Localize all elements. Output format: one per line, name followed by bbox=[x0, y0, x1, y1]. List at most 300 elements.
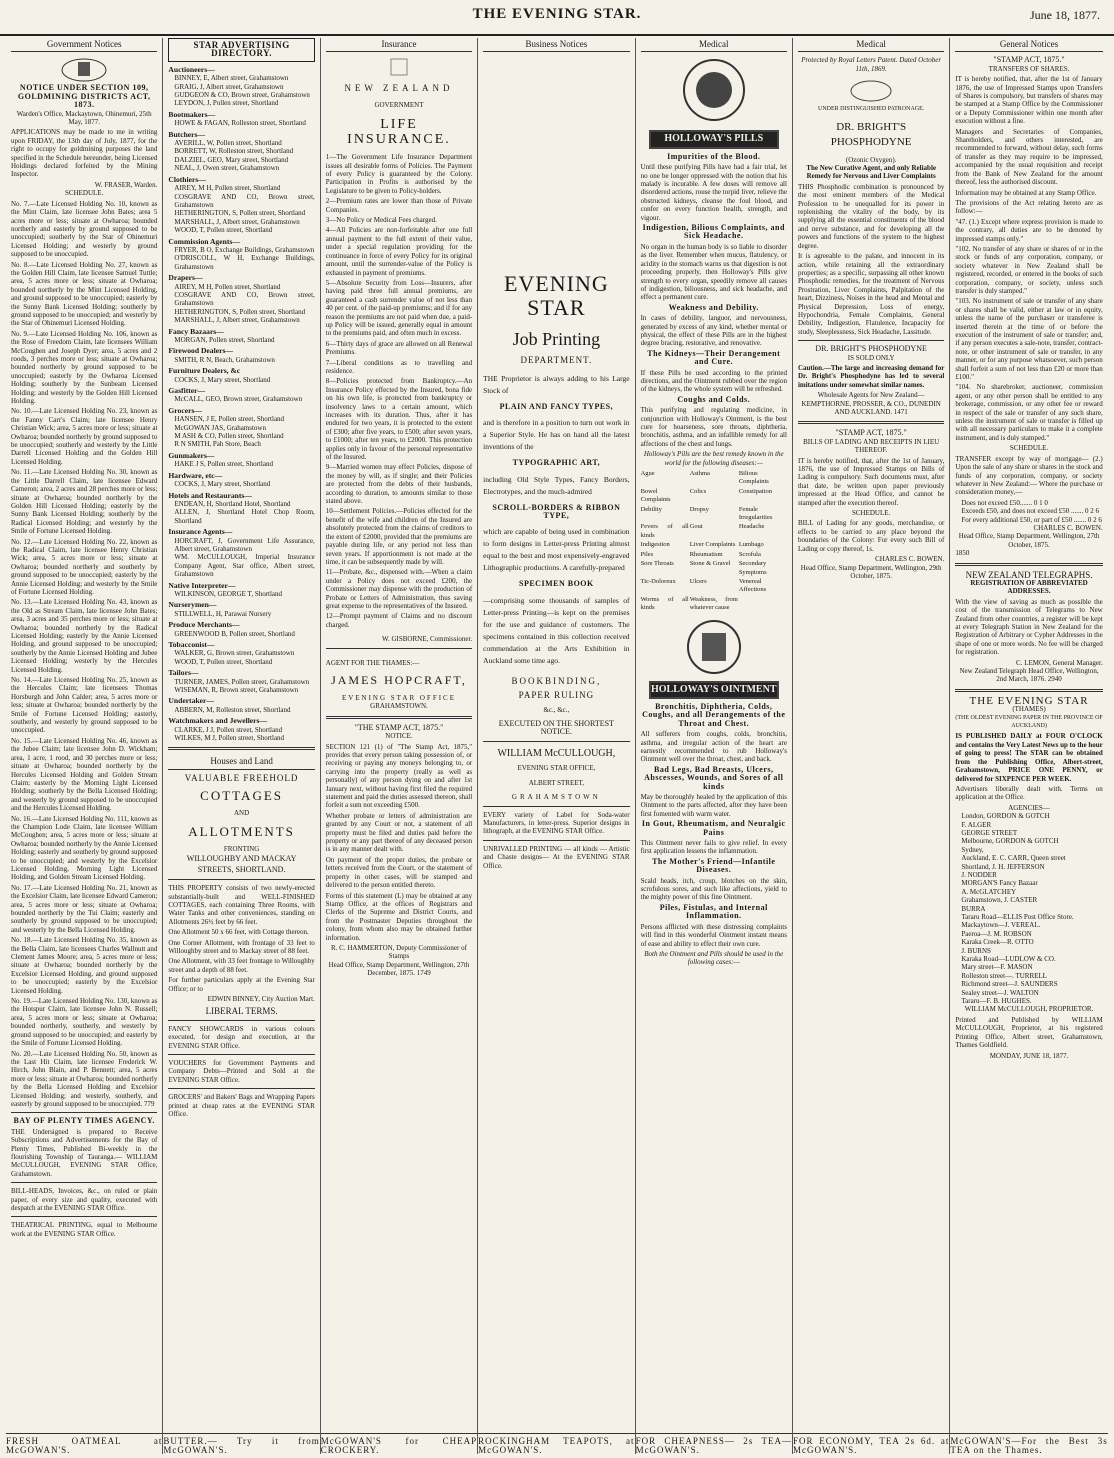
directory-category: Firewood Dealers— bbox=[168, 346, 233, 356]
capable-text: which are capable of being used in combination to form designs in Letter-press Printing almost equal to the best and most expensively-engraved Lithographic productions. A carefully-prepared bbox=[483, 527, 630, 573]
schedule-item: No. 20.—Late Licensed Holding No. 50, known as the Last Hit Claim, late licensee Frederick W. Hirch, John Blain, and P. Bennett; area, 5 acres more or less; situate at Owharoa; bounded northerly by the Bella Licensed Holding and Excelsior Licensed Holding; and westerly, southerly, and easterly by ground supposed to be unoccupied. 779 bbox=[11, 1049, 158, 1108]
bowen-signature: CHARLES C. BOWEN. bbox=[1033, 523, 1103, 532]
itis-text: IT is hereby notified, that, after the 1st of January, 1876, the use of Impressed Stamps on Bills of Lading is compulsory. Such documents must, after that date, be written upon paper previously impressed at the Head Office, and cannot be stamped after the execution thereof. bbox=[797, 456, 945, 507]
directory-entry: AIREY, M H, Pollen street, Shortland bbox=[174, 282, 281, 291]
directory-entry: HETHERINGTON, S, Pollen street, Shortland bbox=[174, 209, 306, 218]
disease-entry: Gout bbox=[689, 523, 703, 531]
particulars-text: For further particulars apply at the Evening Star Office; or to bbox=[168, 976, 315, 993]
directory-entry: NEAL, J, Owen street, Grahamstown bbox=[174, 164, 280, 173]
schedule-item: No. 14.—Late Licensed Holding No. 25, known as the Hercules Claim; late licensees Thomas Horsburgh and John Calder; area, 5 acres more or less; situate at Owharoa; bounded northerly by the Smile of Fortune Licensed Holding; easterly, southerly, and westerly by ground supposed to be unoccupied. bbox=[11, 676, 158, 735]
schedule-item: No. 11.—Late Licensed Holding No. 30, known as the Little Darrell Claim, late licensee Edward Cameron; area, 2 acres and 28 perches more or less; situate at Owharoa; bounded northerly by the Golden Hill Licensed Holding; easterly by the Sunny Bank Licensed Holding; southerly by the Radical Licensed Holding; and westerly by the Smile of Fortune Licensed Holding. bbox=[11, 468, 158, 536]
directory-entry: M ASH & CO, Pollen street, Shortland bbox=[174, 432, 284, 441]
directory-entry: MARSHALL, J, Albert street, Grahamstown bbox=[174, 217, 300, 226]
paper-ruling: PAPER RULING bbox=[518, 690, 595, 701]
crest-icon bbox=[379, 56, 419, 78]
department-heading: DEPARTMENT. bbox=[520, 355, 593, 366]
directory-entry: HOWE & FAGAN, Rolleston street, Shortland bbox=[174, 119, 306, 128]
disease-entry: Liver Complaints bbox=[689, 541, 736, 549]
fee-entry: Does not exceed £50....... 0 1 0 bbox=[961, 498, 1048, 507]
column-medical-phosphodyne bbox=[793, 38, 950, 1454]
directory-entry: AVERILL, W, Pollen street, Shortland bbox=[174, 139, 282, 148]
directory-entry: TURNER, JAMES, Pollen street, Grahamstown bbox=[174, 677, 310, 686]
piles-heading: Piles, Fistulas, and Internal Inflammation. bbox=[659, 902, 768, 921]
directory-category: Furniture Dealers, &c bbox=[168, 366, 241, 376]
agencies-heading: AGENCIES— bbox=[1008, 803, 1050, 812]
column-heading: Business Notices bbox=[483, 38, 629, 52]
directory-entry: STILLWELL, H, Parawai Nursery bbox=[174, 609, 272, 618]
directory-category: Watchmakers and Jewellers— bbox=[168, 716, 268, 726]
holloways-ointment-banner: HOLLOWAY'S OINTMENT bbox=[649, 681, 779, 699]
oldest-text: (THE OLDEST EVENING PAPER IN THE PROVINCE OF AUCKLAND) bbox=[955, 714, 1103, 730]
disease-entry: Scrofula bbox=[738, 550, 761, 558]
indigestion-heading: Indigestion, Bilious Complaints, and Sick Headache. bbox=[642, 223, 785, 241]
column-general-notices bbox=[950, 38, 1107, 1454]
agent-entry: Grahamstown, J. CASTER bbox=[961, 896, 1038, 905]
agent-entry: Richmond street—J. SAUNDERS bbox=[961, 980, 1058, 989]
warden-signature: W. FRASER, Warden. bbox=[94, 180, 158, 189]
managers-text: Managers and Secretaries of Companies, Shareholders, and others interested, are recommended to forward, without delay, such forms of transfer as they may require to be impressed, accompanied by the usual requisition and receipt from the Bank of New Zealand for the amount thereof, less the authorised discount. bbox=[955, 127, 1103, 187]
directory-entry: COSGRAVE AND CO, Brown street, Grahamstown bbox=[174, 192, 315, 209]
theatrical-ad: THEATRICAL PRINTING, equal to Melbourne work at the EVENING STAR Office. bbox=[11, 1221, 158, 1238]
disease-entry: Bilious Complaints bbox=[738, 470, 769, 486]
directory-entry: WALKER, G, Brown street, Grahamstown bbox=[174, 649, 295, 658]
disease-entry: Sore Throats bbox=[640, 560, 674, 568]
bottom-ad: ROCKINGHAM TEAPOTS, at McGOWAN'S. bbox=[478, 1433, 634, 1454]
impurities-text: Until these purifying Pills have had a fair trial, let no one be longer oppressed with the notion that his malady is incurable. A few doses will remove all disordered actions, rouse the torpid liver, relieve the obstructed kidneys, cleanse the foul blood, and confer on every function health, strength, and vigour. bbox=[640, 163, 787, 222]
agent-entry: F. ALGER bbox=[961, 820, 992, 829]
insurance-list bbox=[326, 153, 472, 629]
schedule-item: No. 10.—Late Licensed Holding No. 23, known as the Fanny Carr's Claim; late licensee Henry Christian Wick; area, 5 acres more or less; situate at Owharoa; bounded northerly by ground supposed to be unoccupied; southerly and westerly by the Little Darrell Licensed Holding and the Golden Hill Licensed Holding. bbox=[11, 407, 158, 466]
typographic-art: TYPOGRAPHIC ART, bbox=[512, 458, 601, 468]
and-text: AND bbox=[234, 809, 250, 818]
disease-entry: Female Irregularities bbox=[738, 505, 773, 522]
disease-entry: Colics bbox=[689, 487, 707, 495]
schedule-item: No. 8.—Late Licensed Holding No. 27, known as the Golden Hill Claim, late licensee Samuel Tuttle; area, 5 acres more or less; situate at Owharoa; bounded northerly by the Mint Licensed Holding, and ground supposed to be unoccupied; easterly by the Sunny Bank Licensed Holding; southerly by ground supposed to be unoccupied; and westerly by the Star of Ohinemuri Licensed Holding. bbox=[11, 260, 158, 328]
directory-category: Nurserymen— bbox=[168, 600, 217, 610]
directory-entry: COCKS, J, Mary street, Shortland bbox=[174, 375, 271, 384]
insurance-item: 2—Premium rates are lower than those of Private Companies. bbox=[325, 197, 473, 214]
kidneys-heading: The Kidneys—Their Derangement and Cure. bbox=[647, 348, 781, 367]
schedule-heading: SCHEDULE. bbox=[851, 509, 891, 518]
section-102: "102. No transfer of any share or shares of or in the stock or funds of any corporation, company, or society whatever in New Zealand shall be registered, recorded, or entered in the books of such corporation, company, or society, unless such transfer is duly stamped." bbox=[955, 244, 1103, 295]
cottages-heading: COTTAGES bbox=[200, 788, 284, 804]
badlegs-text: May be thoroughly healed by the application of this Ointment to the parts affected, after they have been first fomented with warm water. bbox=[640, 793, 787, 818]
agent-entry: Auckland, E. C. CARR, Queen street bbox=[961, 854, 1066, 863]
disease-entry: Tic-Doloreux bbox=[640, 577, 676, 585]
column-business-notices bbox=[478, 38, 635, 1454]
directory-entry: BORRETT, W, Rolleston street, Shortland bbox=[174, 147, 294, 156]
directory-entry: WM. McCULLOUGH, Imperial Insurance Company Agent, Star office, Albert street, Grahamstown bbox=[174, 553, 315, 579]
patronage-text: UNDER DISTINGUISHED PATRONAGE. bbox=[818, 106, 925, 113]
unrivalled-ad: UNRIVALLED PRINTING — all kinds — Artistic and Chaste designs— At the EVENING STAR Office. bbox=[483, 844, 630, 870]
schedule-item: No. 17.—Late Licensed Holding No. 21, known as the Excelsior Claim, late licensee Edward Cameron; area, 5 acres more or less; situate at Owharoa; bounded northerly by the Tui Claim; easterly and southerly by ground supposed to be unoccupied; and westerly by the Bella Licensed Holding. bbox=[11, 883, 158, 934]
agent-entry: Mary street—F. MASON bbox=[961, 963, 1033, 972]
government-heading: GOVERNMENT bbox=[374, 100, 424, 109]
telegraphs-heading: NEW ZEALAND TELEGRAPHS. bbox=[965, 569, 1093, 580]
directory-entry: MORGAN, Pollen street, Shortland bbox=[174, 336, 275, 344]
directory-category: Gunmakers— bbox=[168, 450, 215, 460]
warden-office: Warden's Office, Mackaytown, Ohinemuri, 25th May, 1877. bbox=[16, 109, 152, 127]
schedule-list bbox=[11, 200, 157, 1109]
both-note: Both the Ointment and Pills should be used in the following cases:— bbox=[644, 949, 784, 967]
valuable-heading: VALUABLE FREEHOLD bbox=[184, 772, 299, 783]
bowen-signature: CHARLES C. BOWEN. bbox=[875, 555, 945, 564]
schedule-item: No. 7.—Late Licensed Holding No. 10, known as the Mint Claim, late licensee John Bates; area 5 acres more or less; situate at Owharoa; bounded northerly and easterly by ground supposed to be unoccupied; southerly by the Star of Ohinemuri Licensed Holding; and westerly by ground supposed to be unoccupied. bbox=[11, 199, 158, 259]
streets-text: WILLOUGHBY AND MACKAY STREETS, SHORTLAND. bbox=[186, 854, 297, 875]
houses-heading: Houses and Land bbox=[168, 755, 314, 769]
job-printing-heading: Job Printing bbox=[512, 329, 601, 350]
directory-entry: O'DRISCOLL, W H, Exchange Buildings, Grahamstown bbox=[174, 254, 315, 271]
directory-entry: GUDGEON & CO, Brown street, Grahamstown bbox=[174, 91, 310, 100]
property-text: THIS PROPERTY consists of two newly-erected substantially-built and WELL-FINISHED COTTAGES, each containing Three Rooms, with Water Tanks and other conveniences, standing on Allotments 26½ feet by 66 feet. bbox=[168, 884, 315, 926]
printed-text: Printed and Published by WILLIAM McCULLOUGH, Proprietor, at his registered Printing Office, Albert street, Grahamstown, Thames Goldfield. bbox=[955, 1015, 1103, 1050]
coat-of-arms-icon bbox=[59, 56, 109, 82]
directory-category: Native Interpreter— bbox=[168, 580, 236, 590]
insurance-item: 5—Absolute Security from Loss—Insurers, after having paid three full annual premiums, are guaranteed a cash surrender value of not less than 40 per cent. of the paid-up premiums; and if for any reason the premiums are not paid when due, a paid-up Policy will be issued, generally equal in amount to the premiums paid, and often much in excess. bbox=[325, 278, 473, 338]
transfers-heading: TRANSFERS OF SHARES. bbox=[988, 64, 1070, 73]
agent-entry: Shortland, J. H. JEFFERSON bbox=[961, 862, 1045, 871]
gout-heading: In Gout, Rheumatism, and Neuralgic Pains bbox=[641, 819, 786, 837]
agent-town: GRAHAMSTOWN. bbox=[370, 702, 428, 711]
column-heading: STAR ADVERTISING DIRECTORY. bbox=[168, 38, 314, 62]
directory-entry: SMITH, R N, Beach, Grahamstown bbox=[174, 355, 275, 364]
directory-entry: WILKES, M J, Pollen street, Shortland bbox=[174, 734, 285, 743]
agent-entry: Rolleston street—. TURRELL bbox=[961, 971, 1047, 980]
agent-entry: GEORGE STREET bbox=[961, 828, 1018, 837]
directory-category: Undertaker— bbox=[168, 696, 214, 706]
insurance-item: 12—Prompt payment of Claims and no discount charged. bbox=[325, 612, 473, 629]
agent-entry: Karaka Creek—R. OTTO bbox=[961, 938, 1034, 947]
proprietor-text: THE Proprietor is always adding to his Large Stock of bbox=[483, 373, 630, 395]
bills-heading: BILLS OF LADING AND RECEIPTS IN LIEU THEREOF. bbox=[803, 437, 940, 455]
schedule-item: No. 9.—Late Licensed Holding No. 106, known as the Rose of Freedom Claim, late licensees William McCoughen and Joseph Dyer; area, 5 acres and 2 roods, 3 perches more or less; situate at Owharoa; bounded northerly by ground supposed to be unoccupied; easterly by the Owharoa Licensed Holding; southerly by the Sunbeam Licensed Holding; and westerly by the Golden Hill Licensed Holding. bbox=[11, 329, 158, 406]
disease-entry: Ague bbox=[640, 470, 655, 478]
disease-entry: Dropsy bbox=[689, 505, 709, 513]
disease-entry: Rheumatism bbox=[689, 550, 723, 558]
stamp-act-heading: "STAMP ACT, 1875." bbox=[835, 428, 907, 438]
column-heading: Medical bbox=[641, 38, 787, 52]
directory-category: Commission Agents— bbox=[168, 236, 240, 246]
disease-entry: Bowel Complaints bbox=[640, 487, 671, 504]
directory-category: Insurance Agents— bbox=[168, 527, 233, 537]
schedule-heading: SCHEDULE. bbox=[1009, 444, 1049, 453]
directory-entry: WOOD, T, Pollen street, Shortland bbox=[174, 226, 273, 235]
directory-entry: BINNEY, E, Albert street, Grahamstown bbox=[174, 74, 289, 83]
directory-entry: AIREY, M H, Pollen street, Shortland bbox=[174, 184, 281, 193]
allotments-heading: ALLOTMENTS bbox=[188, 823, 295, 839]
indigestion-text: No organ in the human body is so liable to disorder as the liver. Remember when mucus, flatulency, or acidity in the stomach warns us that digestion is not proceeding properly, then Holloway's Pills give strength to every organ, speedily remove all causes of indigestion, biliousness, and sick headache, and effect a permanent cure. bbox=[640, 242, 787, 302]
itis-text: IT is hereby notified, that, after the 1st of January 1876, the use of Impressed Stamps upon Transfers of Shares is compulsory, but transfers of shares may be stamped at a Stamp Office by the Commissioner or a Deputy Commissioner within one month after execution without a fine. bbox=[955, 75, 1103, 126]
schedule-item: No. 13.—Late Licensed Holding No. 43, known as the Old as Stream Claim, late licensee John Bates; area, 3 acres and 35 perches more or less; situate at Owharoa; bounded northerly by the Radical Licensed Holding; easterly by the Annie Licensed Holding, and ground supposed to be unoccupied; southerly by the Annie Licensed Holding and Jubee Licensed Holding; westerly by the Hercules Licensed Holding. bbox=[11, 598, 158, 674]
kidneys-text: If these Pills be used according to the printed directions, and the Ointment rubbed over the region of the kidneys, the whole system will be refreshed. bbox=[640, 368, 787, 394]
bottom-ad: FRESH OATMEAL at McGOWAN'S. bbox=[6, 1433, 162, 1454]
column-directory bbox=[163, 38, 320, 1454]
directory-list bbox=[168, 66, 314, 743]
directory-entry: R N SMITH, Pah Store, Beach bbox=[174, 440, 261, 449]
diseases-table bbox=[641, 470, 787, 613]
insurance-item: 10—Settlement Policies.—Policies effected for the benefit of the wife and children of the Insured are absolutely protected from the claims of creditors to the extent of £2000, provided that the premiums are payable during life, or any period not less than seven years. If apportionment is not made at the time, it can be subsequently made by will. bbox=[325, 507, 473, 566]
comprising-text: —comprising some thousands of samples of Letter-press Printing—is kept on the premises for the use and guidance of customers. The specimens contained in this collection received commendation at the Arts Exhibition in Auckland some time ago. bbox=[483, 595, 630, 665]
payment-text: On payment of the proper duties, the probate or letters received from the Court, or the statement of property in other cases, will be stamped and delivered to the person entitled thereto. bbox=[325, 855, 473, 890]
notice-number: 1850 bbox=[955, 549, 970, 558]
agent-entry: Melbourne, GORDON & GOTCH bbox=[961, 837, 1059, 846]
table-note: Holloway's Pills are the best remedy known in the world for the following diseases:— bbox=[643, 450, 784, 467]
holloway-emblem-icon bbox=[659, 56, 769, 126]
column-government-notices bbox=[6, 38, 163, 1454]
agent-entry: London, GORDON & GOTCH bbox=[961, 812, 1050, 821]
directory-category: Tailors— bbox=[168, 668, 199, 678]
schedule-item: No. 16.—Late Licensed Holding No. 111, known as the Champion Lode Claim, late licensee William McCoughen; area, 5 acres more or less; situate at Owharoa; bounded northerly by the Annie Licensed Holding; easterly and southerly by ground supposed to be unoccupied; and westerly by the Excelsior Licensed Holding, Morning Light Licensed Holding, and Golden Stream Licensed Holding. bbox=[11, 814, 158, 882]
directory-entry: McCALL, GEO, Brown street, Grahamstown bbox=[174, 395, 303, 404]
schedule-text: TRANSFER except by way of mortgage— (2.) Upon the sale of any share or shares in the stock and funds of any corporation, company, or society whatever in New Zealand:— Where the purchase or consideration money,— bbox=[955, 454, 1103, 497]
schedule-item: No. 19.—Late Licensed Holding No. 130, known as the Hotspur Claim, late licensee John N. Russell; area, 5 acres more or less; situate at Owharoa; bounded northerly, southerly, and westerly by ground supposed to be unoccupied; and easterly by the Smile of Fortune Licensed Holding. bbox=[11, 997, 158, 1048]
william-mccullough: WILLIAM McCULLOUGH, bbox=[497, 747, 616, 759]
agent-heading: AGENT FOR THE THAMES:— bbox=[325, 658, 420, 667]
directory-entry: HETHERINGTON, S, Pollen street, Shortland bbox=[174, 307, 306, 316]
fronting-text: FRONTING bbox=[223, 844, 260, 853]
agent-entry: BURRA bbox=[961, 904, 986, 913]
insurance-item: 8—Policies protected from Bankruptcy.—An Insurance Policy effected by the Insured, bona fide on his own life, is protected from bankruptcy or insolvency laws to a certain amount, which increases with its duration. Thus, after it has endured for two years, it is protected to the extent of £300; after five years, to £500; after seven years, to £1000; after ten years, to £2000. This protection applies only in favour of the personal representative of the Insured. bbox=[325, 377, 473, 462]
issue-date: June 18, 1877. bbox=[1030, 8, 1100, 22]
agents-list bbox=[955, 812, 1102, 1005]
disease-entry: Indigestion bbox=[640, 541, 670, 549]
disease-entry: Venereal Affections bbox=[738, 577, 767, 594]
disease-entry: Fevers of all kinds bbox=[640, 523, 689, 539]
registration-heading: REGISTRATION OF ABBREVIATED ADDRESSES. bbox=[970, 578, 1088, 596]
directory-entry: COCKS, J, Mary street, Shortland bbox=[174, 480, 271, 489]
weakness-heading: Weakness and Debility. bbox=[668, 302, 759, 312]
stamp-act-heading: "STAMP ACT, 1875." bbox=[993, 55, 1065, 65]
column-heading: Government Notices bbox=[11, 38, 157, 52]
directory-entry: HORCRAFT, J, Government Life Assurance, Albert street, Grahamstown bbox=[174, 536, 315, 553]
forms-text: Forms of this statement (L) may be obtained at any Stamp Office, at the offices of Registrars and Clerks of the Supreme and District Courts, and from the Postmaster Deputies throughout the colony, from whom also may be obtained further information. bbox=[325, 891, 473, 942]
coughs-heading: Coughs and Colds. bbox=[677, 394, 751, 404]
mother-heading: The Mother's Friend—Infantile Diseases. bbox=[652, 856, 776, 875]
bottom-ad: FOR ECONOMY, TEA 2s 6d. at McGOWAN'S. bbox=[793, 1433, 949, 1454]
directory-category: Fancy Bazaars— bbox=[168, 326, 224, 336]
directory-entry: MARSHALL, J, Albert street, Grahamstown bbox=[174, 316, 300, 325]
wholesale-text: Wholesale Agents for New Zealand— KEMPTHORNE, PROSSER, & CO., DUNEDIN AND AUCKLAND. 1471 bbox=[801, 391, 941, 416]
directory-entry: LEYDON, J, Pollen street, Shortland bbox=[174, 99, 279, 108]
life-insurance-heading: LIFE INSURANCE. bbox=[347, 117, 451, 148]
agent-entry: Sydney, bbox=[961, 845, 984, 854]
liberal-terms: LIBERAL TERMS. bbox=[205, 1006, 278, 1017]
thames-text: (THAMES) bbox=[1012, 705, 1046, 714]
notice-intro: APPLICATIONS may be made to me in writing upon FRIDAY, the 13th day of July, 1877, for the right to occupy for goldmining purposes the land specified in the Schedule hereunder, being Licensed Holdings declared forfeited by the Mining Inspector. bbox=[11, 128, 158, 179]
impurities-heading: Impurities of the Blood. bbox=[667, 151, 761, 161]
disease-entry: Debility bbox=[640, 505, 662, 513]
directory-entry: GREENWOOD B, Pollen street, Shortland bbox=[174, 629, 295, 638]
showcards-ad: FANCY SHOWCARDS in various colours executed, for design and execution, at the EVENING STAR Office. bbox=[168, 1024, 315, 1050]
disease-entry: Asthma bbox=[689, 470, 710, 478]
insurance-item: 11—Probate, &c., dispensed with.—When a claim under a Policy does not exceed £200, the Commissioner may dispense with the production of Probate or Letters of Administration, thus saving great expense to the representatives of the Insured. bbox=[325, 568, 473, 610]
bop-title: BAY OF PLENTY TIMES AGENCY. bbox=[13, 1116, 155, 1126]
disease-entry: Stone & Gravel bbox=[689, 560, 731, 568]
directory-category: Tobacconist— bbox=[168, 640, 215, 649]
directory-entry: DALZIEL, GEO, Mary street, Shortland bbox=[174, 155, 289, 164]
section-text: SECTION 121 (1) of "The Stamp Act, 1875," provides that every person taking possession of, or receiving or paying any moneys belonging to, or carrying into the property (really as well as personally) of any person dying on and after 1st January next, without having first filed the required statement and paid the duties assessed thereon, shall forfeit a sum not exceeding £500. bbox=[325, 742, 473, 810]
insurance-item: 1—The Government Life Insurance Department issues all desirable forms of Policies. The Payment of every Policy is guaranteed by the Colony. Participation in Profits is authorised by the Legislature to be given to Policy-holders. bbox=[325, 153, 473, 195]
insurance-item: 3—No Policy or Medical Fees charged. bbox=[325, 216, 437, 225]
column-insurance bbox=[321, 38, 478, 1454]
agent-entry: Tararu Road—ELLIS Post Office Store. bbox=[961, 913, 1074, 921]
stamp-act-heading: "THE STAMP ACT, 1875." bbox=[354, 722, 444, 732]
fee-entry: For every additional £50, or part of £50 ....... 0 2 6 bbox=[961, 515, 1102, 524]
fee-list bbox=[955, 499, 1102, 524]
gout-text: This Ointment never fails to give relief. In every first application lessens the inflammation. bbox=[640, 839, 787, 856]
bottom-ad: McGOWAN'S—For the Best 3s TEA on the Thames. bbox=[950, 1433, 1107, 1454]
column-heading: Insurance bbox=[326, 38, 472, 52]
royal-arms-icon bbox=[846, 77, 896, 103]
bottom-ad: FOR CHEAPNESS— 2s TEA— McGOWAN'S. bbox=[636, 1433, 792, 1454]
insurance-item: 6—Thirty days of grace are allowed on all Renewal Premiums. bbox=[325, 339, 473, 357]
evening-star-heading: EVENING STAR bbox=[503, 271, 609, 321]
evening-star-heading: THE EVENING STAR bbox=[969, 694, 1089, 707]
disease-entry: Piles bbox=[640, 550, 654, 558]
directory-category: Grocers— bbox=[168, 405, 202, 415]
bronchitis-heading: Bronchitis, Diphtheria, Colds, Coughs, and all Derangements of the Throat and Chest. bbox=[642, 701, 786, 728]
head-office: Head Office, Stamp Department, Wellington, 27th December, 1875. 1749 bbox=[328, 960, 470, 978]
agent-entry: A. McGLATCHEY bbox=[961, 887, 1017, 896]
schedule-item: No. 12.—Late Licensed Holding No. 22, known as the Radical Claim, late licensee Henry Christian Wick; area, 5 acres more or less; situate at Owharoa; bounded northerly and southerly by ground supposed to be unoccupied; easterly by the Annie Licensed Holding; and westerly by the Smile of Fortune Licensed Holding. bbox=[11, 537, 158, 596]
ozonic-text: (Ozonic Oxygen). bbox=[845, 155, 897, 164]
directory-entry: HANSEN, J E, Pollen street, Shortland bbox=[174, 415, 285, 424]
piles-text: Persons afflicted with these distressing complaints will find in this wonderful Ointment instant means of ease and ability to effect their own cure. bbox=[640, 922, 787, 948]
directory-category: Hardware, etc— bbox=[168, 470, 223, 480]
scroll-borders: SCROLL-BORDERS & RIBBON TYPE, bbox=[492, 502, 621, 521]
column-heading: General Notices bbox=[955, 38, 1102, 52]
allotment-one: One Allotment 50 x 66 feet, with Cottage thereon. bbox=[168, 928, 309, 937]
directory-entry: ABBERN, M, Rolleston street, Shortland bbox=[174, 705, 291, 714]
column-medical-holloway bbox=[636, 38, 793, 1454]
curative-text: The New Curative Agent, and only Reliable Remedy for Nervous and Liver Complaints bbox=[806, 164, 936, 181]
disease-entry: Worms of all kinds bbox=[640, 595, 689, 612]
allotment-two: One Corner Allotment, with frontage of 33 feet to Willoughby street and to Mackay street of 88 feet. bbox=[168, 938, 315, 955]
nz-heading: NEW ZEALAND bbox=[344, 83, 454, 94]
whether-text: Whether probate or letters of administration are granted by any Court or not, a statement of all property must be filed and duties paid before the property or any part thereof of any deceased person is in any manner dealt with. bbox=[325, 811, 473, 854]
directory-category: Auctioneers— bbox=[168, 64, 215, 74]
billheads-ad: BILL-HEADS, Invoices, &c., on ruled or plain paper, of every size and quality, executed with despatch at the EVENING STAR Office. bbox=[11, 1187, 158, 1212]
stamp-head-office: Head Office, Stamp Department, Wellington, 29th October, 1875. bbox=[800, 563, 942, 580]
info-text: Information may be obtained at any Stamp Office. bbox=[955, 188, 1097, 197]
directory-entry: COSGRAVE AND CO, Brown street, Grahamstown bbox=[174, 290, 315, 308]
disease-entry: Headache bbox=[738, 523, 765, 531]
advertisers-text: Advertisers liberally dealt with. Terms on application at the Office. bbox=[955, 784, 1103, 802]
edwin-binney: EDWIN BINNEY, City Auction Mart. bbox=[207, 994, 315, 1003]
directory-category: Drapers— bbox=[168, 273, 203, 283]
schedule-text: BILL of Lading for any goods, merchandise, or effects to be carried to any place beyond the boundaries of the Colony: For every such Bill of Lading or copy thereof, 1s. bbox=[797, 519, 945, 553]
disease-entry: Ulcers bbox=[689, 577, 707, 585]
agent-entry: Paeroa—J. M. ROBSON bbox=[961, 929, 1032, 938]
directory-entry: ALLEN, J, Shortland Hotel Chop Room, Shortland bbox=[174, 508, 315, 525]
telegraph-office: New Zealand Telegraph Head Office, Wellington, 2nd March, 1876. 2940 bbox=[959, 667, 1099, 684]
agent-entry: Karaka Road—LUDLOW & CO. bbox=[961, 955, 1056, 964]
schedule-item: No. 15.—Late Licensed Holding No. 46, known as the Jubee Claim; late licensee John D. Wickham; area, 1 acre, 1 rood, and 30 perches more or less; situate at Owharoa; bounded northerly by the Hercules Licensed Holding and Golden Stream Claim; easterly by the Morning Light Licensed Holding; southerly by the Bella Licensed Holding; and westerly by ground supposed to be unoccupied and the Hercules Licensed Holding. bbox=[11, 736, 158, 813]
directory-entry: FRYER, B O, Exchange Buildings, Grahamstown bbox=[174, 245, 315, 254]
bookbinding: BOOKBINDING, bbox=[511, 675, 602, 686]
schedule-heading: SCHEDULE. bbox=[65, 189, 104, 198]
section-104: "104. No sharebroker, auctioneer, commission agent, or any other person shall be entitled to any brokerage, commission, or any other fee or reward in respect of the sale or transfer of any such share, unless the instrument of sale or transfer is filled up with all necessary particulars to make it a complete instrument, and is duly stamped." bbox=[955, 383, 1103, 442]
agent-entry: Mackaytown—J. VEREAL. bbox=[961, 921, 1041, 930]
directory-category: Butchers— bbox=[168, 129, 206, 139]
including-text: including Old Style Types, Fancy Borders, Electrotypes, and the much-admired bbox=[483, 474, 630, 496]
directory-category: Produce Merchants— bbox=[168, 620, 240, 630]
directory-entry: GRAIG, J, Albert street, Grahamstown bbox=[174, 82, 284, 91]
position-text: and is therefore in a position to turn out work in a Superior Style. He has on hand all the latest inventions of the bbox=[483, 418, 630, 452]
caution-text: Caution.—The large and increasing demand for Dr. Bright's Phosphodyne has led to several imitations under somewhat similar names. bbox=[797, 363, 945, 389]
plain-types: PLAIN AND FANCY TYPES, bbox=[499, 401, 614, 411]
notice-heading: NOTICE. bbox=[385, 732, 413, 741]
vouchers-ad: VOUCHERS for Government Payments and Company Debts—Printed and Sold at the EVENING STAR Office. bbox=[168, 1059, 315, 1084]
directory-category: Gasfitter— bbox=[168, 386, 206, 396]
bop-text: THE Undersigned is prepared to Receive Subscriptions and Advertisements for the Bay of Plenty Times, Published Bi-weekly in the flourishing Township of Tauranga.— WILLIAM McCULLOUGH, EVENING STAR Office, Grahamstown. bbox=[11, 1127, 158, 1178]
bronchitis-text: All sufferers from coughs, colds, bronchitis, asthma, and irregular action of the heart are earnestly recommended to rub Holloway's Ointment well over the throat, chest, and back. bbox=[640, 730, 787, 764]
grahamstown: GRAHAMSTOWN bbox=[511, 793, 601, 802]
head-office: Head Office, Stamp Department, Wellington, 27th October, 1875. bbox=[958, 532, 1100, 549]
directory-entry: WOOD, T, Pollen street, Shortland bbox=[174, 657, 273, 666]
bottom-ad: BUTTER.— Try it from McGOWAN'S. bbox=[163, 1433, 319, 1454]
disease-entry: Constipation bbox=[738, 487, 773, 495]
agent-entry: MORGAN'S Fancy Bazaar bbox=[961, 879, 1038, 888]
published-text: IS PUBLISHED DAILY at FOUR O'CLOCK and contains the Very Latest News up to the hour of going to press! The STAR can be obtained from the Publishing Office, Albert-street, Grahamstown, PRICE ONE PENNY, or delivered for SIXPENCE PER WEEK. bbox=[955, 732, 1103, 783]
agent-name: JAMES HOPCRAFT, bbox=[331, 672, 467, 687]
coughs-text: This purifying and regulating medicine, in conjunction with Holloway's Ointment, is the best cure for hoarseness, sore throats, diphtheria, bronchitis, asthma, and an infallible remedy for all affections of the chest and lungs. bbox=[640, 406, 787, 448]
phosphodyne-sold-heading: DR. BRIGHT'S PHOSPHODYNE bbox=[815, 344, 927, 354]
directory-category: Hotels and Restaurants— bbox=[168, 490, 252, 500]
newspaper-title: THE EVENING STAR. bbox=[472, 6, 642, 22]
directory-entry: WILKINSON, GEORGE T, Shortland bbox=[174, 589, 283, 598]
directory-entry: CLARKE, J J, Pollen street, Shortland bbox=[174, 725, 283, 734]
notice-title: NOTICE UNDER SECTION 109, GOLDMINING DISTRICTS ACT, 1873. bbox=[17, 83, 151, 110]
directory-entry: ENDEAN, H, Shortland Hotel, Shortland bbox=[174, 499, 291, 508]
patent-text: Protected by Royal Letters Patent. Dated October 11th, 1869. bbox=[801, 56, 942, 73]
agent-entry: J. BURNS bbox=[961, 946, 991, 955]
fee-entry: Exceeds £50, and does not exceed £50 ....... 0 2 6 bbox=[961, 507, 1099, 516]
proprietor-name: WILLIAM McCULLOUGH, PROPRIETOR. bbox=[964, 1005, 1094, 1014]
grocers-ad: GROCERS' and Bakers' Bags and Wrapping Papers printed at cheap rates at the EVENING STAR Office. bbox=[168, 1093, 315, 1119]
agent-entry: J. NODDER bbox=[961, 870, 997, 879]
provisions-text: The provisions of the Act relating hereto are as follow:— bbox=[955, 198, 1103, 216]
ointment-emblem-icon bbox=[659, 617, 769, 677]
badlegs-heading: Bad Legs, Bad Breasts, Ulcers, Abscesses, Wounds, and Sores of all kinds bbox=[644, 764, 784, 791]
disease-entry: Secondary Symptoms bbox=[738, 560, 767, 576]
suitable-text: It is agreeable to the palate, and innocent in its action, while retaining all the extraordinary properties; as a specific, surpassing all other known Phosphodic remedies, for the treatment of Nervous Prostration, Liver Complaints, Palpitation of the heart, Dizziness, Noises in the head and Mental and Physical Depression, Loss of energy, Hypochondria, Female Complaints, General Debility, Indigestion, Flatulence, Incapacity for study, Sleeplessness, Sick Headache, Lassitude. bbox=[797, 252, 945, 336]
disease-entry: Weakness, from whatever cause bbox=[689, 595, 738, 612]
insurance-item: 4—All Policies are non-forfeitable after one full annual payment to the full extent of their value, under a special regulation providing for the continuance in force of every Policy for its original amount, until the surrender-value of the Policy is exhausted in payment of premiums. bbox=[325, 226, 473, 277]
insurance-item: 9—Married women may effect Policies, dispose of the money by will, as if single; and their Policies are protected from the debts of their husbands, according to duration, to amounts similar to those stated above. bbox=[325, 463, 473, 506]
masthead bbox=[0, 0, 1114, 36]
registration-text: With the view of saving as much as possible the cost of the transmission of Telegrams to New Zealand from other countries, a register will be kept at every Telegraph Station in New Zealand for the Registration of Arbitrary or Cypher Addresses in the shape of one or more words. No fee will be charged for registration. bbox=[955, 597, 1103, 657]
holloways-pills-banner: HOLLOWAY'S PILLS bbox=[649, 130, 779, 148]
lemon-signature: C. LEMON, General Manager. bbox=[1016, 658, 1103, 667]
executed-text: EXECUTED ON THE SHORTEST NOTICE. bbox=[498, 719, 614, 737]
insurance-item: 7—Liberal conditions as to travelling and residence. bbox=[325, 358, 473, 375]
agent-entry: Tararu—F. B. HUGHES. bbox=[961, 997, 1032, 1006]
section-103: "103. No instrument of sale or transfer of any share or shares shall be valid, either at law or in equity, unless the name of the purchaser or transferee is inserted therein at the time of or before the execution of the instrument of sale or transfer; and, if any person executes a sale-note, transfer, contract-note, or other instrument of sale or transfer, in any manner, or for any purpose whatsoever, such person shall forfeit a sum of not less than £20 or more than £100." bbox=[955, 297, 1103, 382]
allotment-three: One Allotment, with 33 feet frontage to Willoughby street and a depth of 88 feet. bbox=[168, 957, 315, 974]
sold-text: IS SOLD ONLY bbox=[847, 353, 895, 362]
directory-category: Clothiers— bbox=[168, 174, 206, 184]
this-text: THIS Phosphodic combination is pronounced by the most eminent members of the Medical Profession to be unequalled for its power in replenishing the vitality of the body, by its supplying all the essential constituents of the blood and nerve substance, and for developing all the powers and functions of the system to the highest degree. bbox=[797, 182, 945, 250]
disease-entry: Lumbago bbox=[738, 541, 764, 549]
directory-entry: McGOWAN JAS, Grahamstown bbox=[174, 423, 266, 432]
weakness-text: In cases of debility, languor, and nervousness, generated by excess of any kind, whether mental or physical, the effect of these Pills are in the highest degree bracing, restorative, and renovative. bbox=[640, 314, 787, 348]
agent-office: EVENING STAR OFFICE bbox=[341, 693, 456, 702]
labels-ad: EVERY variety of Label for Soda-water Manufacturers, in letter-press. Superior designs in lithograph, at the EVENING STAR Office. bbox=[483, 810, 630, 836]
section-47: "47. (1.) Except where express provision is made to the contrary, all duties are to be denoted by impressed stamps only." bbox=[955, 217, 1103, 243]
etc-text: &c., &c., bbox=[543, 705, 570, 714]
phosphodyne-heading: DR. BRIGHT'S PHOSPHODYNE bbox=[830, 120, 912, 148]
